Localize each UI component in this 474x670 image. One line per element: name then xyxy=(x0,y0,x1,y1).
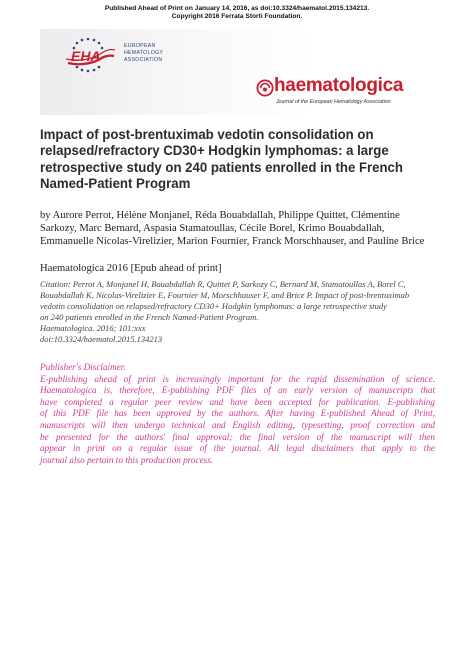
eha-line-2: HEMATOLOGY xyxy=(124,50,164,56)
journal-name: haematologica xyxy=(274,75,404,96)
citation-doi: doi:10.3324/haematol.2015.134213 xyxy=(40,334,163,345)
header-note-line-2: Copyright 2016 Ferrata Storti Foundation. xyxy=(171,13,303,20)
header-note-line-1: Published Ahead of Print on January 14, 2016, as doi:10.3324/haematol.2015.134213. xyxy=(104,5,370,12)
disclaimer-line: appear in print on a regular issue of the journal. All legal disclaimers that apply to the xyxy=(40,443,435,454)
disclaimer-line: have completed a regular peer review and have been accepted for publication. E-publishing xyxy=(40,396,435,407)
disclaimer-line: of this PDF file has been approved by the authors. After having E-published Ahead of Print, xyxy=(40,408,435,419)
haematologica-logo xyxy=(256,75,432,107)
citation-block xyxy=(40,279,435,346)
disclaimer-line: be presented for the authors' final approval; the final version of the manuscript will then xyxy=(40,431,435,442)
citation-line: Bouabdallah K, Nicolas-Virelizier E, Fournier M, Morschhauser F, and Brice P. Impact of post-brentuximab xyxy=(40,290,410,301)
article-authors: by Aurore Perrot, Hélène Monjanel, Réda Bouabdallah, Philippe Quittet, Clémentine Sarkozy, Marc Bernard, Aspasia Stamatoullas, Cécile Borel, Krimo Bouabdallah, Emmanuelle Nicolas-Virelizier, Marion Fournier, Franck Morschhauser, and Pauline Brice xyxy=(40,210,425,248)
eha-mark-text: EHA xyxy=(71,48,101,64)
citation-line: on 240 patients enrolled in the French Named-Patient Program. xyxy=(40,312,259,323)
citation-line: Citation: Perrot A, Monjanel H, Bouabdallah R, Quittet P, Sarkozy C, Bernard M, Stamatoullas A, Borel C, xyxy=(40,279,406,289)
publisher-disclaimer xyxy=(40,362,435,466)
publication-header-note xyxy=(0,5,474,21)
disclaimer-line: E-publishing ahead of print is increasingly important for the rapid dissemination of science. xyxy=(40,373,435,384)
citation-line: Haematologica. 2016; 101:xxx xyxy=(40,323,146,334)
citation-line: vedotin consolidation on relapsed/refractory CD30+ Hodgkin lymphomas: a large retrospective study xyxy=(40,301,387,312)
eha-association-name xyxy=(124,43,204,64)
eha-line-3: ASSOCIATION xyxy=(124,57,163,63)
disclaimer-line: manuscripts will then undergo technical and English editing, typesetting, proof correction and xyxy=(40,419,435,430)
disclaimer-line: Haematologica is, therefore, E-publishing PDF files of an early version of manuscripts that xyxy=(40,385,435,396)
journal-citation-line: Haematologica 2016 [Epub ahead of print] xyxy=(40,263,222,274)
haematologica-swirl-icon xyxy=(256,79,274,97)
eha-logo xyxy=(60,37,120,73)
journal-banner xyxy=(40,29,430,115)
article-title: Impact of post-brentuximab vedotin consolidation on relapsed/refractory CD30+ Hodgkin lymphomas: a large retrospective study on 240 patients enrolled in the French Named-Patient Program xyxy=(40,127,403,193)
disclaimer-line: journal also pertain to this production process. xyxy=(40,454,214,465)
journal-subtitle: Journal of the European Hematology Association xyxy=(276,99,391,105)
disclaimer-heading: Publisher's Disclaimer. xyxy=(40,362,126,372)
eha-line-1: EUROPEAN xyxy=(124,43,156,49)
